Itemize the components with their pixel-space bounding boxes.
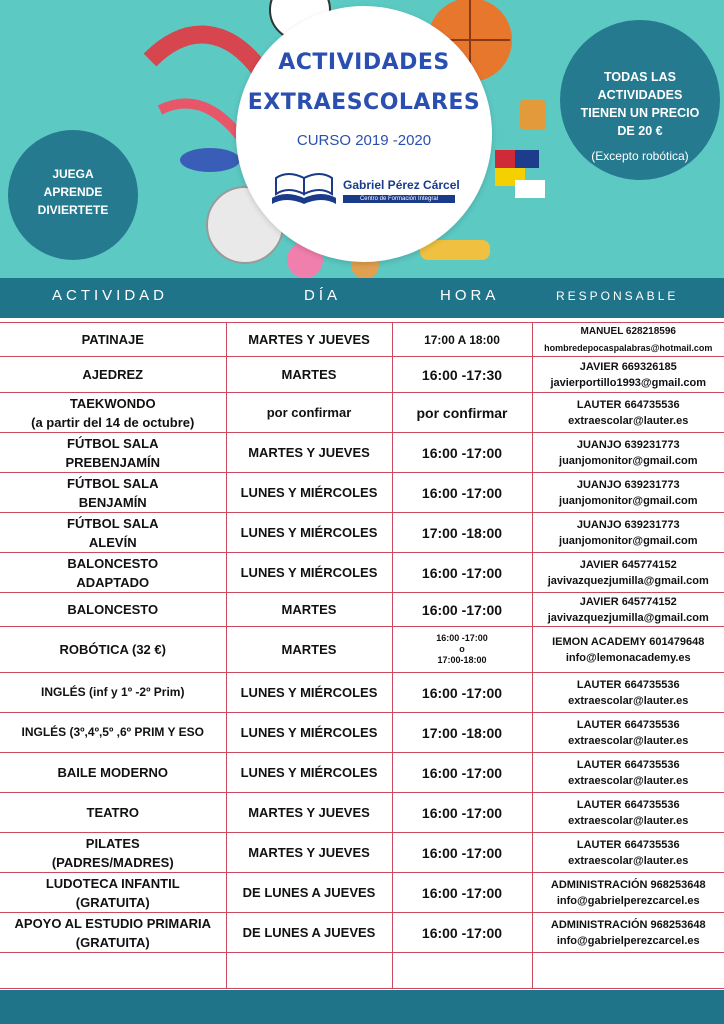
time-line: 17:00-18:00: [437, 655, 487, 665]
time-line: por confirmar: [416, 404, 508, 421]
activities-table: [0, 322, 724, 989]
school-name: Gabriel Pérez Cárcel: [343, 178, 460, 192]
contact-cell: [532, 323, 724, 357]
price-bubble-line: ACTIVIDADES: [597, 88, 683, 102]
table-row: [0, 873, 724, 913]
activity-line: INGLÉS (inf y 1º -2º Prim): [41, 685, 185, 699]
day-cell: LUNES Y MIÉRCOLES: [226, 753, 392, 793]
left-bubble-line: APRENDE: [43, 185, 103, 199]
time-cell: [392, 953, 532, 989]
time-line: 16:00 -17:00: [421, 601, 503, 618]
activity-line: (PADRES/MADRES): [51, 854, 174, 870]
header-dia: DÍA: [304, 287, 342, 304]
activity-line: TAEKWONDO: [69, 395, 156, 411]
left-bubble-text: [8, 165, 138, 219]
table-row: [0, 553, 724, 593]
contact-email: juanjomonitor@gmail.com: [559, 454, 698, 467]
contact-name-phone: MANUEL 628218596: [580, 325, 676, 337]
activity-line: FÚTBOL SALA: [67, 475, 159, 491]
time-line: 16:00 -17:00: [421, 764, 503, 781]
contact-cell: [532, 473, 724, 513]
table-row: [0, 713, 724, 753]
time-line: 16:00 -17:00: [421, 484, 503, 501]
activity-line: (a partir del 14 de octubre): [31, 414, 195, 430]
day-cell: DE LUNES A JUEVES: [226, 913, 392, 953]
contact-name-phone: JUANJO 639231773: [576, 518, 680, 531]
activity-line: INGLÉS (3º,4º,5º ,6º PRIM Y ESO: [21, 725, 204, 739]
time-line: 16:00 -17:00: [421, 684, 503, 701]
activity-cell: [0, 553, 226, 593]
contact-email: hombredepocaspalabras@hotmail.com: [544, 342, 713, 353]
day-cell: [226, 953, 392, 989]
activity-cell: [0, 513, 226, 553]
time-cell: [392, 753, 532, 793]
activities-table-body: [0, 323, 724, 989]
price-bubble-text: [560, 68, 720, 140]
contact-email: javierportillo1993@gmail.com: [550, 376, 707, 389]
contact-name-phone: JUANJO 639231773: [576, 438, 680, 451]
time-line: o: [459, 644, 465, 654]
header-actividad: ACTIVIDAD: [52, 287, 169, 304]
activity-cell: [0, 593, 226, 627]
contact-name-phone: LAUTER 664735536: [576, 838, 680, 851]
activity-line: BENJAMÍN: [78, 494, 147, 510]
day-cell: MARTES: [226, 627, 392, 673]
time-line: 17:00 -18:00: [421, 724, 503, 741]
activity-line: BALONCESTO: [67, 555, 159, 571]
contact-email: extraescolar@lauter.es: [568, 774, 689, 787]
day-cell: MARTES: [226, 593, 392, 627]
title-line-1: ACTIVIDADES: [278, 50, 450, 75]
time-line: 17:00 -18:00: [421, 524, 503, 541]
contact-name-phone: ADMINISTRACIÓN 968253648: [550, 918, 706, 931]
day-cell: LUNES Y MIÉRCOLES: [226, 473, 392, 513]
table-row: [0, 833, 724, 873]
activity-line: (GRATUITA): [75, 934, 150, 950]
time-cell: [392, 473, 532, 513]
time-cell: [392, 553, 532, 593]
time-line: 16:00 -17:00: [436, 633, 488, 643]
activity-cell: [0, 913, 226, 953]
time-line: 16:00 -17:00: [421, 924, 503, 941]
contact-email: extraescolar@lauter.es: [568, 694, 689, 707]
time-line: 16:00 -17:00: [421, 804, 503, 821]
activity-line: ADAPTADO: [76, 574, 150, 590]
table-row: [0, 433, 724, 473]
time-cell: [392, 627, 532, 673]
contact-name-phone: ADMINISTRACIÓN 968253648: [550, 878, 706, 891]
activity-cell: [0, 793, 226, 833]
activity-cell: [0, 833, 226, 873]
price-bubble-line: TODAS LAS: [604, 70, 676, 84]
contact-name-phone: LAUTER 664735536: [576, 678, 680, 691]
table-row: [0, 953, 724, 989]
table-row: [0, 473, 724, 513]
table-row: [0, 593, 724, 627]
time-line: 16:00 -17:00: [421, 444, 503, 461]
contact-name-phone: LAUTER 664735536: [576, 718, 680, 731]
activity-cell: [0, 393, 226, 433]
day-cell: LUNES Y MIÉRCOLES: [226, 713, 392, 753]
table-row: [0, 793, 724, 833]
day-cell: MARTES Y JUEVES: [226, 833, 392, 873]
time-cell: [392, 713, 532, 753]
contact-name-phone: JAVIER 645774152: [579, 558, 677, 571]
price-bubble-line: DE 20 €: [617, 124, 663, 138]
open-book-logo-icon: [268, 168, 340, 208]
activity-line: BAILE MODERNO: [57, 765, 168, 780]
day-cell: LUNES Y MIÉRCOLES: [226, 553, 392, 593]
title-line-2: EXTRAESCOLARES: [247, 90, 481, 115]
time-line: 17:00 A 18:00: [424, 332, 500, 347]
contact-cell: [532, 593, 724, 627]
activity-line: TEATRO: [86, 805, 139, 820]
activity-cell: [0, 473, 226, 513]
activity-cell: [0, 433, 226, 473]
table-row: [0, 913, 724, 953]
activity-line: AJEDREZ: [82, 367, 144, 382]
contact-name-phone: LAUTER 664735536: [576, 398, 680, 411]
contact-name-phone: JAVIER 645774152: [579, 595, 677, 608]
day-cell: LUNES Y MIÉRCOLES: [226, 513, 392, 553]
activity-line: APOYO AL ESTUDIO PRIMARIA: [14, 915, 211, 931]
activity-cell: [0, 873, 226, 913]
day-cell: DE LUNES A JUEVES: [226, 873, 392, 913]
contact-name-phone: JAVIER 669326185: [579, 360, 677, 373]
contact-email: juanjomonitor@gmail.com: [559, 494, 698, 507]
course-label: CURSO 2019 -2020: [296, 132, 432, 149]
school-tagline: Centro de Formación Integral: [343, 195, 455, 203]
contact-cell: [532, 793, 724, 833]
footer-bar: [0, 990, 724, 1024]
contact-email: extraescolar@lauter.es: [568, 414, 689, 427]
contact-name-phone: LAUTER 664735536: [576, 798, 680, 811]
contact-cell: [532, 953, 724, 989]
activity-line: ROBÓTICA (32 €): [59, 642, 166, 657]
activity-cell: [0, 323, 226, 357]
time-cell: [392, 513, 532, 553]
contact-cell: [532, 553, 724, 593]
time-line: 16:00 -17:00: [421, 564, 503, 581]
day-cell: LUNES Y MIÉRCOLES: [226, 673, 392, 713]
activity-line: FÚTBOL SALA: [67, 435, 159, 451]
contact-email: javivazquezjumilla@gmail.com: [547, 574, 709, 587]
activity-line: PILATES: [85, 835, 140, 851]
day-cell: MARTES Y JUEVES: [226, 793, 392, 833]
contact-name-phone: LAUTER 664735536: [576, 758, 680, 771]
activity-cell: [0, 753, 226, 793]
time-cell: [392, 833, 532, 873]
contact-email: javivazquezjumilla@gmail.com: [547, 611, 709, 624]
contact-email: extraescolar@lauter.es: [568, 734, 689, 747]
table-row: [0, 393, 724, 433]
contact-cell: [532, 627, 724, 673]
time-cell: [392, 873, 532, 913]
contact-cell: [532, 753, 724, 793]
time-cell: [392, 393, 532, 433]
activity-cell: [0, 953, 226, 989]
table-row: [0, 753, 724, 793]
time-cell: [392, 673, 532, 713]
time-cell: [392, 433, 532, 473]
activity-cell: [0, 673, 226, 713]
price-bubble-note: (Excepto robótica): [591, 149, 689, 163]
activity-line: (GRATUITA): [75, 894, 150, 910]
contact-email: juanjomonitor@gmail.com: [559, 534, 698, 547]
activity-line: FÚTBOL SALA: [67, 515, 159, 531]
contact-cell: [532, 873, 724, 913]
left-bubble-line: JUEGA: [52, 167, 94, 181]
day-cell: MARTES Y JUEVES: [226, 433, 392, 473]
contact-email: info@gabrielperezcarcel.es: [556, 934, 700, 947]
activity-cell: [0, 357, 226, 393]
table-row: [0, 357, 724, 393]
contact-email: info@lemonacademy.es: [565, 651, 691, 664]
table-row: [0, 513, 724, 553]
price-bubble-line: TIENEN UN PRECIO: [580, 106, 700, 120]
time-line: 16:00 -17:00: [421, 884, 503, 901]
activity-line: PREBENJAMÍN: [65, 454, 161, 470]
day-cell: por confirmar: [226, 393, 392, 433]
contact-cell: [532, 673, 724, 713]
contact-cell: [532, 433, 724, 473]
table-row: [0, 673, 724, 713]
time-cell: [392, 323, 532, 357]
contact-cell: [532, 833, 724, 873]
time-line: 16:00 -17:30: [421, 366, 503, 383]
contact-cell: [532, 513, 724, 553]
contact-cell: [532, 713, 724, 753]
contact-name-phone: IEMON ACADEMY 601479648: [552, 635, 705, 648]
contact-cell: [532, 357, 724, 393]
time-line: 16:00 -17:00: [421, 844, 503, 861]
activity-line: LUDOTECA INFANTIL: [45, 875, 180, 891]
activity-cell: [0, 713, 226, 753]
day-cell: MARTES Y JUEVES: [226, 323, 392, 357]
table-row: [0, 323, 724, 357]
time-cell: [392, 793, 532, 833]
contact-email: info@gabrielperezcarcel.es: [556, 894, 700, 907]
activity-line: BALONCESTO: [67, 602, 159, 617]
contact-name-phone: JUANJO 639231773: [576, 478, 680, 491]
time-cell: [392, 593, 532, 627]
contact-email: extraescolar@lauter.es: [568, 814, 689, 827]
header-responsable: RESPONSABLE: [556, 289, 679, 303]
table-row: [0, 627, 724, 673]
day-cell: MARTES: [226, 357, 392, 393]
header-hora: HORA: [440, 287, 500, 304]
time-cell: [392, 357, 532, 393]
activity-line: PATINAJE: [81, 332, 144, 347]
contact-cell: [532, 393, 724, 433]
contact-cell: [532, 913, 724, 953]
left-bubble-line: DIVIERTETE: [37, 203, 109, 217]
time-cell: [392, 913, 532, 953]
contact-email: extraescolar@lauter.es: [568, 854, 689, 867]
activity-line: ALEVÍN: [88, 534, 137, 550]
activity-cell: [0, 627, 226, 673]
